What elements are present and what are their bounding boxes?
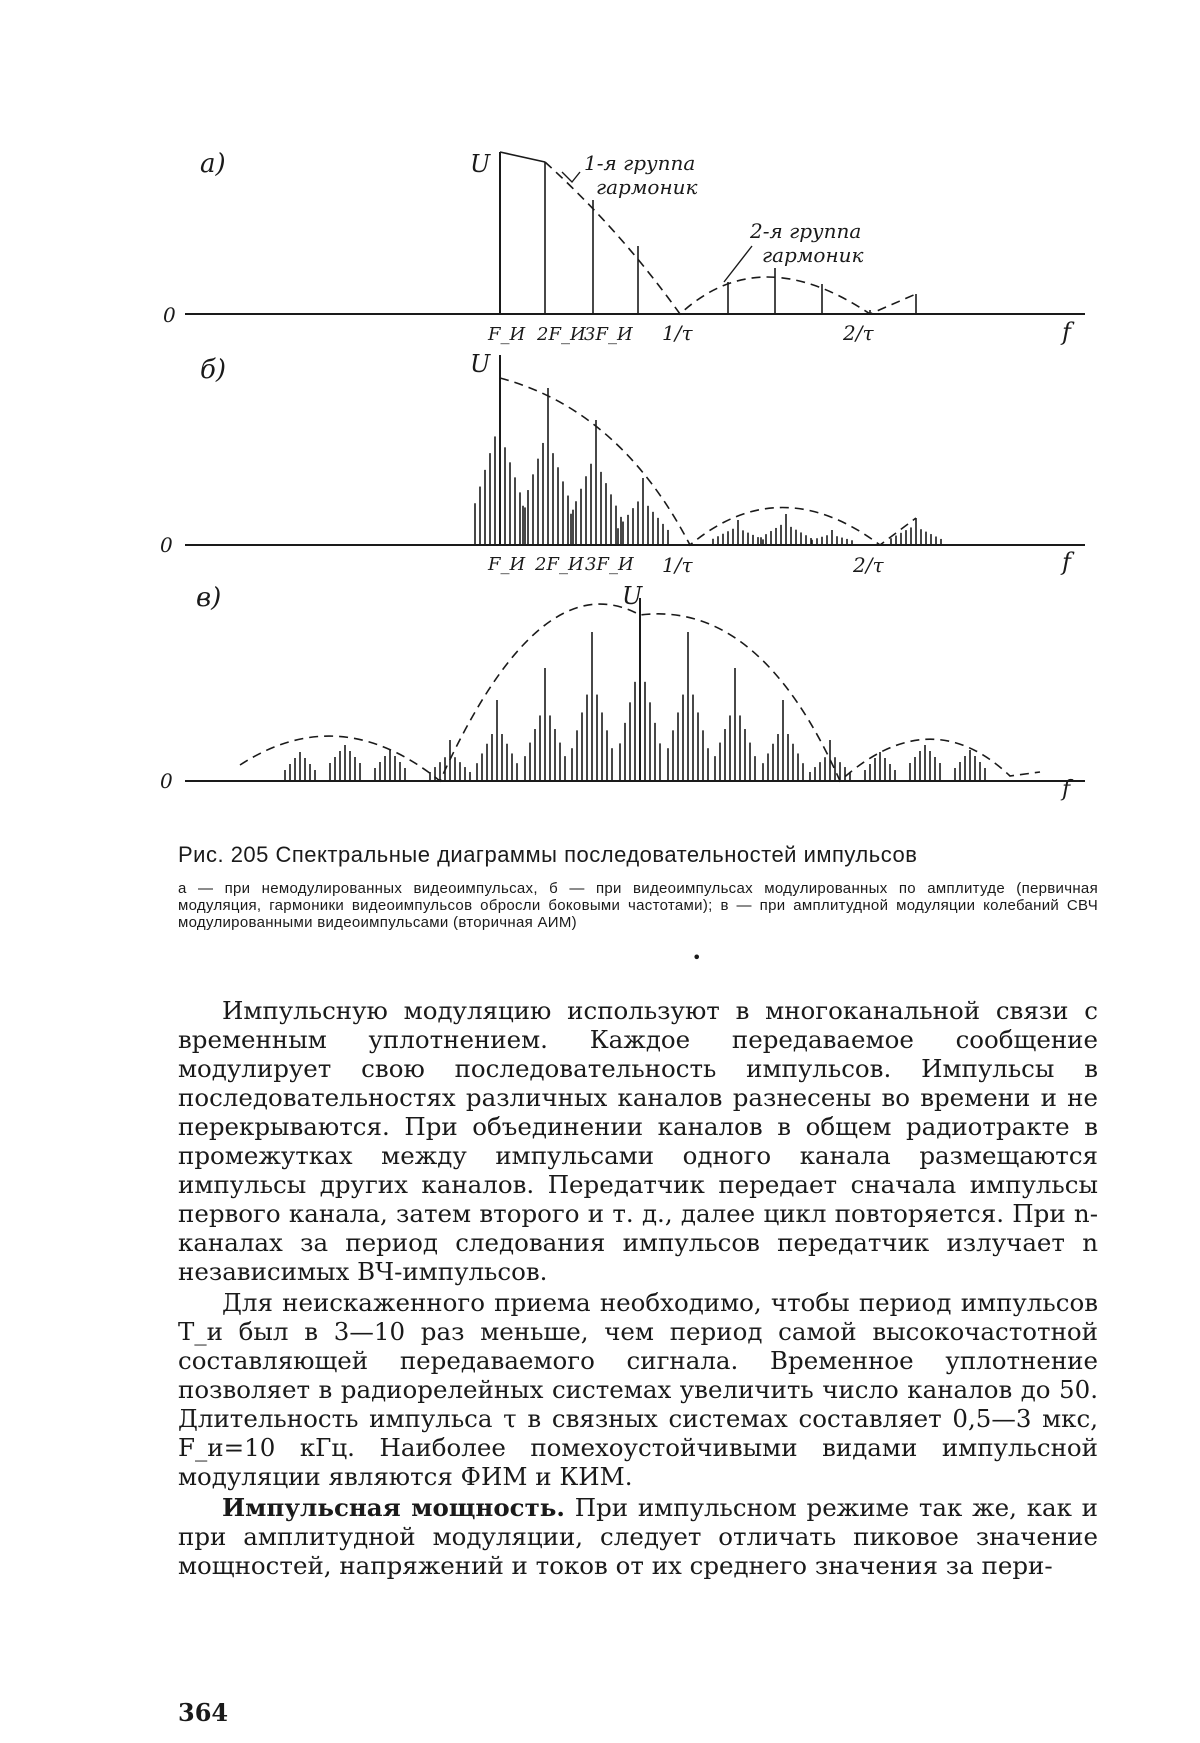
panel-c-f-label: f [1062,777,1071,802]
panel-a-u-label: U [470,150,491,178]
panel-a-annotation-group2-line1: 2-я группа [750,219,862,243]
paragraph-3 [178,1493,1098,1580]
panel-b-tick-1tau: 1/τ [662,553,693,577]
panel-a-annotation-pointer-1 [562,172,580,182]
panel-b-u-label: U [470,350,491,378]
panel-a-annotation-group1-line2: гармоник [596,175,698,199]
panel-a-envelope-top [500,152,545,162]
paragraph-1: Импульсную модуляцию используют в многоканальной связи с временным уплотнением. Каждое передаваемое сообщение модулирует свою последовательность импульсов. Импульсы в последовательностях различных каналов разнесены во времени и не перекрываются. При объединении каналов в общем радиотракте в промежутках между импульсами одного канала размещаются импульсы других каналов. Передатчик передает сначала импульсы первого канала, затем второго и т. д., далее цикл повторяется. При n-каналах за период следования импульсов передатчик излучает n независимых ВЧ-импульсов. [178,996,1098,1286]
panel-a-f-label: f [1062,318,1071,346]
panel-a-tick-2tau: 2/τ [843,321,874,345]
panel-a-tick-1tau: 1/τ [662,321,693,345]
panel-b-f-label: f [1062,548,1071,576]
figure-caption-note: а — при немодулированных видеоимпульсах, б — при видеоимпульсах модулированных по амплитуде (первичная модуляция, гармоники видеоимпульсов обросли боковыми частотами); в — при амплитудной модуляции колебаний СВЧ модулированными видеоимпульсами (вторичная АИМ) [178,880,1098,931]
stray-mark: • [692,948,702,967]
paragraph-3-text: При импульсном режиме так же, как и при амплитудной модуляции, следует отличать пиковое значение мощностей, напряжений и токов от их среднего значения за пери- [178,1493,1099,1580]
panel-b-letter: б) [200,355,227,385]
panel-a-annotation-group2-line2: гармоник [762,243,864,267]
paragraph-3-heading: Импульсная мощность. [222,1493,565,1522]
panel-c-letter: в) [196,583,222,613]
panel-c-zero: 0 [160,769,173,793]
panel-a-letter: а) [200,149,226,179]
panel-a-annotation-group1-line1: 1-я группа [584,151,696,175]
panel-c-u-label: U [622,582,643,610]
spectral-diagrams-figure [0,0,1200,830]
panel-a-tick-fi: F_И [488,324,526,345]
figure-caption-title: Рис. 205 Спектральные диаграммы последовательностей импульсов [178,842,918,867]
paragraph-2: Для неискаженного приема необходимо, чтобы период импульсов T_и был в 3—10 раз меньше, чем период самой высокочастотной составляющей передаваемого сигнала. Временное уплотнение позволяет в радиорелейных системах увеличить число каналов до 50. Длительность импульса τ в связных системах составляет 0,5—3 мкс, F_и=10 кГц. Наиболее помехоустойчивыми видами импульсной модуляции являются ФИМ и КИМ. [178,1288,1098,1491]
panel-b-tick-fi: F_И [488,554,526,575]
panel-a-zero: 0 [163,303,176,327]
panel-a-tick-2fi: 2F_И [537,324,586,345]
panel-b-tick-2fi: 2F_И [535,554,584,575]
panel-b-tick-3fi: 3F_И [585,554,634,575]
panel-a-annotation-pointer-2 [724,246,752,282]
page-number: 364 [178,1698,229,1727]
panel-a-tick-3fi: 3F_И [584,324,633,345]
body-text [178,996,1098,1580]
panel-b-zero: 0 [160,533,173,557]
panel-b-tick-2tau: 2/τ [853,553,884,577]
